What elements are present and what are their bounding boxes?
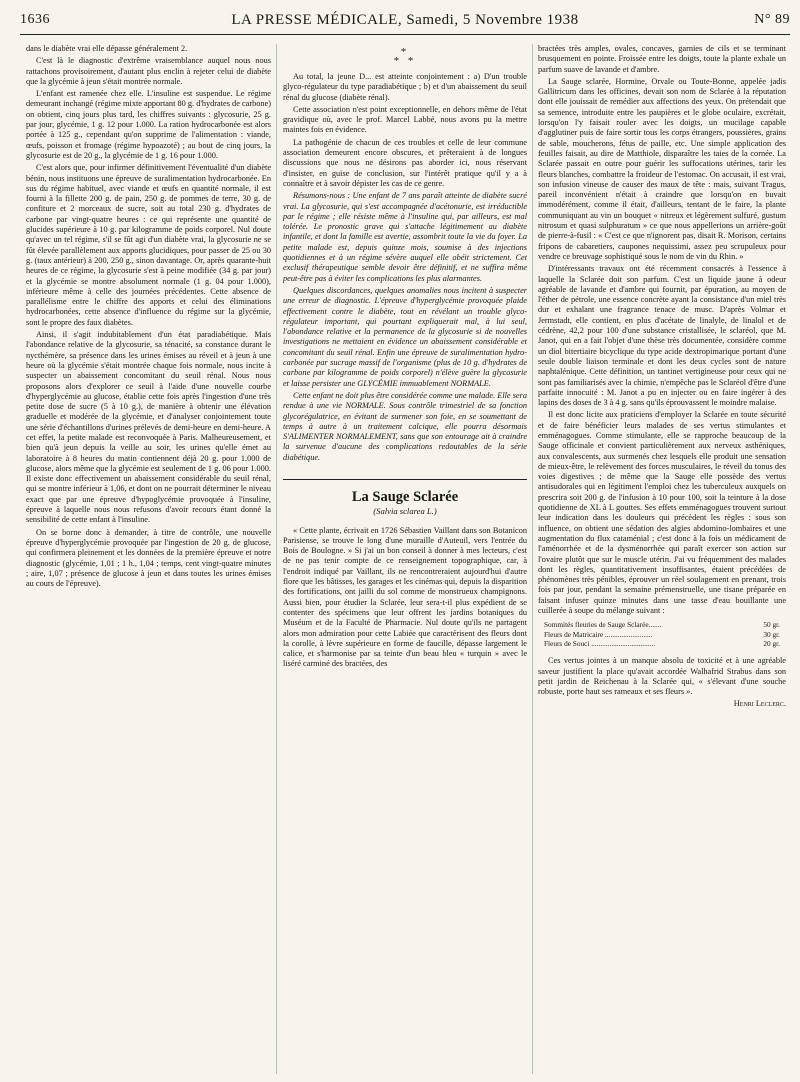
paragraph: Quelques discordances, quelques anomalies nous incitent à suspecter une erreur de diagnostic. L'épreuve d'hyperglycémie provoquée plaide effectivement contre le diabète, tout en révélant un trouble glyco-régulateur important, qui pourtant expliquerait mal, à lui seul, l'abondance relative et la permanence de la glycosurie si de nouvelles investigations ne mettaient en évidence un abaissement considérable et concomitant du seuil rénal. Enfin une épreuve de suralimentation hydro-carbonée par sucrage massif de l'organisme (plus de 10 g. d'hydrates de carbone par kilogramme de poids corporel) n'élève guère la glycosurie et laisse persister une GLYCÉMIE immuablement NORMALE.	[283, 285, 527, 388]
recipe-item	[544, 630, 780, 639]
paragraph: D'intéressants travaux ont été récemment consacrés à l'essence à laquelle la Sclarée doit son parfum. C'est un liquide jaune à odeur agréable de lavande et d'ambre qui fournit, par épuration, au moyen de l'éther de pétrole, une essence concrète ayant la consistance d'un miel très dur et exhalant une fragrance tenace de musc. D'après Volmar et Jermstadt, elle contient, en plus d'acétate de linalyle, de linalol et de cédrène, 42,2 pour 100 d'une substance cristallisée, le sclaréol, que M. Janot, qui en a fait l'objet d'une thèse très documentée, considère comme un diol bitertiaire bicyclique du type acide dextropimarique portant d'une seule double liaison terminale et dont les deux cycles sont de nature naphtalénique. Cette définition, un tantinet vertigineuse pour ceux qui ne sont pas familiarisés avec la chimie, n'empêche pas le Sclaréol d'être d'une parfaite innocuité : M. Janot a pu en injecter ou en faire ingérer à des lapins des doses de 3 à 4 g. sans qu'ils éprouvassent le moindre malaise.	[538, 264, 786, 408]
recipe-quantity: 20 gr.	[763, 638, 780, 648]
paragraph: La Sauge sclarée, Hormine, Orvale ou Toute-Bonne, appelée jadis Gallitricum dans les officines, devait son nom de Sclarée à la réputation dont elle jouissait de remédier aux affections des yeux. On prétendait que sa semence, introduite entre les paupières et le globe oculaire, excrétait, lorsqu'on l'y faisait rouler avec les doigts, un mucilage capable d'agglutiner puis de faire sortir tous les corps étrangers, poussières, grains de sable, moucherons, fétus de paille, etc. Une simple application des feuilles faisait, au dire de Matthiole, disparaître les taies de la cornée. La Sclarée passait en outre pour guérir les suffocations utérines, tarir les fleurs blanches, combattre la froideur de l'estomac. On accusait, il est vrai, son infusion vineuse de causer des maux de tête : mais, suivant Tragus, pareil inconvénient n'était à craindre que lorsqu'on en buvait immodérément, comme il était, d'ailleurs, tentant de le faire, la plante communiquant au vin un bouquet « nitreux et légèrement sulfuré, gustum nitrosum et quasi sulphuratum » ce que nous appellerions un arrière-goût de pierre-à-fusil : « C'est ce que n'ignorent pas, disait R. Morison, certains fripons de cabaretiers, caupones nequissimi, assez peu scrupuleux pour vendre ce breuvage sophistiqué sous le nom de vin du Rhin. »	[538, 76, 786, 261]
paragraph: Ces vertus jointes à un manque absolu de toxicité et à une agréable saveur justifient la place qu'avait accordée Walhafrid Strabus dans son petit jardin de Reichenau à la Sclarée qui, « s'élevant d'une souche robuste, porte haut ses rameaux et ses fleurs ».	[538, 656, 786, 697]
paragraph: « Cette plante, écrivait en 1726 Sébastien Vaillant dans son Botanicon Parisiense, se trouve le long d'une muraille d'Auteuil, vers l'entrée du Bois de Boulogne. » Si j'ai un bon conseil à donner à mes lecteurs, c'est de ne pas tenir compte de ce renseignement topographique, car, à l'endroit indiqué par Vaillant, ils ne rencontreraient aujourd'hui d'autre flore que les bâtisses, les garages et les cinémas qui, depuis la disparition des fortifications, ont jailli du sol comme de monstrueux champignons. Aussi bien, pour étudier la Sclarée, leur sera-t-il plus expédient de se contenter des spécimens que leur offrent les jardins botaniques du Muséum et de la Faculté de Pharmacie. Nul doute qu'ils ne partagent alors mon admiration pour cette Labiée que caractérisent des fleurs dont la corolle, à lèvre supérieure en forme de faucille, dépasse largement le calice, et s'harmonise par sa teinte d'un beau bleu « turquin » avec le liséré carminé des bractées, des	[283, 525, 527, 669]
article-rule	[283, 479, 527, 480]
paragraph: Résumons-nous : Une enfant de 7 ans paraît atteinte de diabète sucré vrai. La glycosurie, qui s'est accompagnée d'acétonurie, est irréductible par le régime ; elle résiste même à l'insuline qui, par ailleurs, est mal tolérée. Le pronostic grave qui s'attache légitimement au diabète infantile, et dont la famille est avertie, assombrit toute la vie du foyer. La petite malade est, depuis quinze mois, soumise à des injections quotidiennes et à un régime sévère auquel elle obéit strictement. Cet exclusif thérapeutique semble devoir être définitif, et ne suffira même peut-être pas à éviter les complications les plus alarmantes.	[283, 191, 527, 283]
paragraph: La pathogénie de chacun de ces troubles et celle de leur commune association demeurent encore obscures, et prêteraient à de longues discussions que nous ne désirons pas aborder ici, nous réservant d'insister, en guise de conclusion, sur l'intérêt pratique qu'il y a à connaître et à savoir dépister les cas de ce genre.	[283, 137, 527, 188]
paragraph: Il est donc licite aux praticiens d'employer la Sclarée en toute sécurité et de faire bénéficier leurs malades de ses vertus stimulantes et emménagogues. Comme stimulante, elle se rapproche beaucoup de la Sauge officinale et convient particulièrement aux nerveux asthéniques, aux convalescents, aux surmenés chez lesquels elle produit une sensation de mieux-être, le relèvement des forces musculaires, le réveil du tonus des voies digestives ; de même que la Sauge elle possède des vertus antisudorales qui en légitiment l'emploi chez les tuberculeux auxquels on prescrira soit 200 g. de l'infusion à 10 pour 100, soit la teinture à la dose quotidienne de XL à L gouttes. Ses effets emménagogues trouvent surtout leur indication dans les douleurs qui précèdent les règles : sous son influence, on obtient une sédation des algies abdomino-lombaires et une augmentation du flux cataménial ; c'est donc à la fois un médicament de l'aménorrhée et de la dysménorrhée qui paraît exercer son action sur l'ovaire plutôt que sur le muscle utérin. J'ai vu fréquemment des malades dont les règles, quantitativement insuffisantes, étaient précédées de phénomènes très pénibles, éprouver un réel soulagement en prenant, trois fois par jour, pendant la semaine prémenstruelle, une tisane préparée en faisant infuser quinze minutes dans une tasse d'eau bouillante une cuillerée à soupe du mélange suivant :	[538, 410, 786, 616]
issue-number: N° 89	[754, 12, 790, 27]
recipe-quantity: 30 gr.	[763, 629, 780, 639]
recipe-item	[544, 639, 780, 648]
paragraph: Cette enfant ne doit plus être considérée comme une malade. Elle sera rendue à une vie NORMALE. Sous contrôle trimestriel de sa fonction glycorégulatrice, en évitant de surmener son foie, en se soumettant de temps à autre à un traitement calcique, elle pourra désormais S'ALIMENTER NORMALEMENT, sans que son entourage ait à craindre la survenue d'aucune des complications redoutables de la série diabétique.	[283, 390, 527, 462]
paragraph: L'enfant est ramenée chez elle. L'insuline est suspendue. Le régime demeurant inchangé (régime mixte apportant 80 g. d'hydrates de carbone) on obtient, cinq jours plus tard, les chiffres suivants : glycosurie, 25 g. par jour, glycémie, 1 g. 12 pour 1.000. La ration hydrocarbonée est alors portée à 125 g., cependant qu'on supprime de l'alimentation : viande, œufs, poisson et fromage (régime hypoazoté) ; au bout de cinq jours, la glycosurie est de 20 g., la glycémie de 1 g. 16 pour 1.000.	[26, 89, 271, 160]
recipe-quantity: 50 gr.	[763, 620, 780, 630]
column-right	[538, 44, 786, 1074]
paragraph: bractées très amples, ovales, concaves, garnies de cils et se terminant brusquement en pointe. Froissée entre les doigts, toute la plante exhale un parfum suave de lavande et d'ambre.	[538, 44, 786, 74]
paragraph: On se borne donc à demander, à titre de contrôle, une nouvelle épreuve d'hyperglycémie provoquée par l'ingestion de 20 g. de glucose, qui confirmera pleinement et les données de la première épreuve et notre diagnostic (glycémie, 1,01 ; 1 h., 1,04 ; temps, cent vingt-quatre minutes ; aire, 1,07 ; présence de glucose à jeun et dans toutes les urines émises au cours de l'épreuve).	[26, 527, 271, 589]
column-middle	[283, 44, 527, 1074]
article-paragraphs	[283, 526, 527, 670]
recipe-list	[544, 620, 780, 648]
paragraph: C'est alors que, pour infirmer définitivement l'éventualité d'un diabète bénin, nous instituons une épreuve de suralimentation hydrocarbonée. En sus du régime habituel, avec viande et œufs en quantité normale, il est fourni à la fillette 200 g. de pain, 250 g. de pommes de terre, 30 g. de confiture et 2 morceaux de sucre, soit au total 230 g. d'hydrates de carbone par vingt-quatre heures : ce qui représente une quantité de glucides supérieure à 10 g. par kilogramme de poids corporel. Nul doute qu'avec un tel régime, s'il se fût agi d'un diabète vrai, la glycosurie ne se fût élevée parallèlement aux apports glucidiques, pour passer de 25 ou 30 g. (taux antérieur) à 200, 250 g., sinon davantage. Or, après quarante-huit heures de ce régime, la glycosurie s'est à peine modifiée (34 g. par jour) et la glycémie se montre absolument normale (1 g. 04 pour 1.000), inférieure même à celle des journées précédentes. Cette absence de parallélisme entre le chiffre des apports et celui des éliminations hydrocarbonées, cette absence d'influence du régime sur la glycémie, sont le propre des faux diabètes.	[26, 163, 271, 327]
column-divider	[532, 44, 533, 1074]
page-header	[20, 12, 790, 32]
col3-paragraphs	[538, 44, 786, 616]
article-title: La Sauge Sclarée	[351, 488, 459, 505]
recipe-item	[544, 620, 780, 629]
paragraph: dans le diabète vrai elle dépasse généralement 2.	[26, 44, 188, 53]
section-asterisks: * * *	[393, 46, 417, 67]
recipe-ingredient: Sommités fleuries de Sauge Sclarée.......	[544, 620, 662, 630]
paragraph: Ainsi, il s'agit indubitablement d'un état paradiabétique. Mais l'abondance relative de la glycosurie, sa ténacité, sa constance durant le nycthémère, sa présence dans les urines émises au réveil et à jeun à une heure où la glycémie s'était montrée chaque fois normale, nous incite à suspecter un abaissement concomitant du seuil rénal. Nous nous proposons alors d'explorer ce seuil à l'aide d'une nouvelle courbe d'hyperglycémie au glucose, établie cette fois après l'ingestion d'une très petite dose de sucre (5 à 10 g.), de manière à obtenir une élévation graduelle et modérée de la glycémie, et d'analyser conjointement toute une série d'échantillons d'urines prélevés de demi-heure en demi-heure. A cet effet, la petite malade est reconvoquée à Paris. Malheureusement, et bien qu'à jeun depuis la veille au soir, les urines qu'elle émet au laboratoire à 8 heures du matin contiennent déjà 20 g. pour 1.000 de glucose, alors même que la glycémie est seulement de 1 g. 06 pour 1.000. Il existe donc effectivement un abaissement considérable du seuil rénal, qui se montre inférieur à 1,06, et dont on ne pourrait déterminer le niveau exact que par une épreuve d'hypoglycémie provoquée à l'insuline, épreuve à laquelle nous nous refusons d'avoir recours étant donné la sensibilité de cette enfant à l'insuline.	[26, 330, 271, 525]
column-divider	[276, 44, 277, 1074]
author-signature: Henri Leclerc.	[733, 699, 786, 709]
journal-title: LA PRESSE MÉDICALE, Samedi, 5 Novembre 1938	[231, 12, 579, 28]
col2-paragraphs	[283, 72, 527, 463]
col1-paragraphs	[26, 44, 271, 589]
paragraph: Cette association n'est point exceptionnelle, en dehors même de l'état gravidique où, avec le prof. Marcel Labbé, nous avons pu la mettre maintes fois en évidence.	[283, 104, 527, 135]
article-subtitle: (Salvia sclarea L.)	[373, 506, 437, 517]
paragraph: C'est là le diagnostic d'extrême vraisemblance auquel nous nous rattachons provisoirement, d'autant plus enclin à rejeter celui de diabète que la glycémie à jeun s'était montrée normale.	[26, 56, 271, 86]
recipe-ingredient: Fleurs de Matricaire ..........................	[544, 629, 653, 639]
paragraph: Au total, la jeune D... est atteinte conjointement : a) D'un trouble glyco-régulateur du type paradiabétique ; b) et d'un abaissement du seuil rénal du glucose (diabète rénal).	[283, 72, 527, 102]
page-number: 1636	[20, 12, 50, 27]
col3-end-paragraphs	[538, 656, 786, 697]
column-left	[26, 44, 271, 1074]
header-rule	[20, 34, 790, 35]
recipe-ingredient: Fleurs de Souci ...................................	[544, 638, 656, 648]
